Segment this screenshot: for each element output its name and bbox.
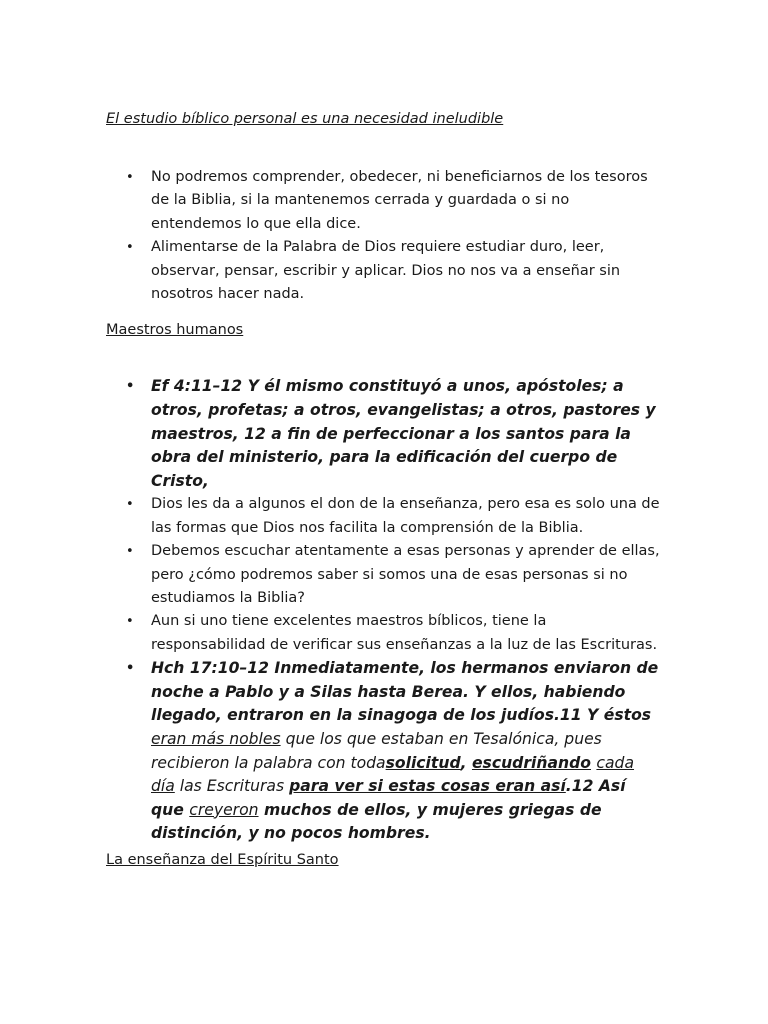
underlined-phrase: solicitud <box>385 753 461 772</box>
section-heading-estudio-biblico: El estudio bíblico personal es una necesidad ineludible <box>106 111 504 127</box>
verse-hechos <box>106 657 662 846</box>
list-item: • Dios les da a algunos el don de la enseñanza, pero esa es solo una de las formas que Dios nos facilita la comprensión de la Biblia. <box>106 493 662 540</box>
list-item: • No podremos comprender, obedecer, ni beneficiarnos de los tesoros de la Biblia, si la mantenemos cerrada y guardada o si no entendemos lo que ella dice. <box>106 166 662 236</box>
list-item: • Debemos escuchar atentamente a esas personas y aprender de ellas, pero ¿cómo podremos saber si somos una de esas personas si no estudiamos la Biblia? <box>106 540 662 610</box>
verse-text: que los que estaban en Tesalónica, pues recibieron la palabra con toda <box>151 730 602 772</box>
underlined-phrase: para ver si estas cosas eran así <box>289 777 566 796</box>
list-item: • Aun si uno tiene excelentes maestros bíblicos, tiene la responsabilidad de verificar sus enseñanzas a la luz de las Escrituras. <box>106 610 662 657</box>
list-item: • Alimentarse de la Palabra de Dios requiere estudiar duro, leer, observar, pensar, escribir y aplicar. Dios no nos va a enseñar sin nosotros hacer nada. <box>106 236 662 306</box>
section-heading-espiritu-santo: La enseñanza del Espíritu Santo <box>106 852 339 868</box>
bullet-list-maestros <box>106 375 662 846</box>
underlined-phrase: eran más nobles <box>151 730 281 749</box>
document-page <box>106 108 662 871</box>
verse-efesios: • Ef 4:11–12 Y él mismo constituyó a unos, apóstoles; a otros, profetas; a otros, evangelistas; a otros, pastores y maestros, 12 a fin de perfeccionar a los santos para la obra del ministerio, para la edificación del cuerpo de Cristo, <box>106 375 662 493</box>
underlined-phrase: escudriñando <box>471 753 591 772</box>
bullet-list-estudio <box>106 166 662 306</box>
section-heading-maestros-humanos: Maestros humanos <box>106 322 244 339</box>
underlined-phrase: creyeron <box>189 800 259 819</box>
underlined-phrase: cada día <box>151 753 635 796</box>
verse-text: muchos de ellos, y mujeres griegas de distinción, y no pocos hombres. <box>151 800 602 843</box>
verse-text: .12 Así que <box>151 777 626 819</box>
verse-text: Hch 17:10–12 Inmediatamente, los hermanos enviaron de noche a Pablo y a Silas hasta Berea. Y ellos, habiendo llegado, entraron en la sinagoga de los judíos.11 Y éstos <box>151 659 659 725</box>
verse-text: , <box>460 753 472 772</box>
verse-text: las Escrituras <box>174 777 290 796</box>
